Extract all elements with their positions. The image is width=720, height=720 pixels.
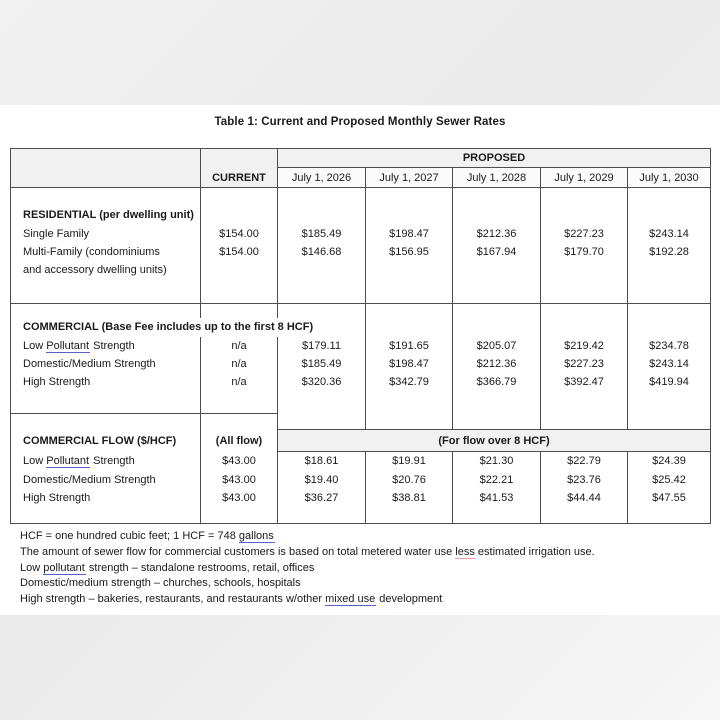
commercial-low-row xyxy=(11,337,711,355)
residential-heading-row xyxy=(11,206,711,225)
value-cell: $192.28 xyxy=(628,243,711,261)
value-cell: $156.95 xyxy=(366,243,453,261)
footnote-sewer-flow: The amount of sewer flow for commercial customers is based on total metered water use less estimated irrigation use. xyxy=(20,545,595,558)
footnotes xyxy=(20,529,720,608)
flow-over-8-band: (For flow over 8 HCF) xyxy=(278,430,711,452)
grammar-underline-mark: gallons xyxy=(238,530,274,542)
value-cell: $366.79 xyxy=(453,373,541,392)
value-cell: $41.53 xyxy=(453,489,541,507)
value-cell: $243.14 xyxy=(628,355,711,373)
spacer-row xyxy=(11,507,711,524)
section-heading: RESIDENTIAL (per dwelling unit) xyxy=(11,206,201,225)
value-cell: $146.68 xyxy=(278,243,366,261)
value-cell: $185.49 xyxy=(278,355,366,373)
row-label: Domestic/Medium Strength xyxy=(11,471,201,489)
value-cell: $219.42 xyxy=(541,337,628,355)
value-cell: $227.23 xyxy=(541,225,628,243)
flow-divider-row xyxy=(11,414,711,430)
footnote-hcf-definition: HCF = one hundred cubic feet; 1 HCF = 748 gallons xyxy=(20,530,274,542)
value-cell: $22.21 xyxy=(453,471,541,489)
value-cell: $227.23 xyxy=(541,355,628,373)
flow-heading-row xyxy=(11,430,711,452)
grammar-underline-mark: pollutant xyxy=(43,561,85,574)
value-cell: $25.42 xyxy=(628,471,711,489)
value-cell: $212.36 xyxy=(453,225,541,243)
current-value-cell: n/a xyxy=(201,337,278,355)
row-label: High Strength xyxy=(11,373,201,392)
row-label: Domestic/Medium Strength xyxy=(11,355,201,373)
document-page xyxy=(0,105,720,615)
flow-low-row xyxy=(11,452,711,471)
row-label: High Strength xyxy=(11,489,201,507)
section-divider-row xyxy=(11,304,711,318)
flow-domestic-row xyxy=(11,471,711,489)
current-value-cell: $43.00 xyxy=(201,452,278,471)
row-label: Low Pollutant Strength xyxy=(11,337,201,355)
value-cell: $21.30 xyxy=(453,452,541,471)
section-heading: COMMERCIAL FLOW ($/HCF) xyxy=(11,430,201,452)
value-cell: $36.27 xyxy=(278,489,366,507)
commercial-high-row xyxy=(11,373,711,392)
value-cell: $22.79 xyxy=(541,452,628,471)
value-cell: $198.47 xyxy=(366,355,453,373)
date-header-cell: July 1, 2028 xyxy=(453,168,541,188)
value-cell: $342.79 xyxy=(366,373,453,392)
value-cell: $320.36 xyxy=(278,373,366,392)
row-label-continued: and accessory dwelling units) xyxy=(11,261,201,279)
footnote-high-strength: High strength – bakeries, restaurants, and restaurants w/other mixed use development xyxy=(20,593,443,606)
row-label: Single Family xyxy=(11,225,201,243)
date-header-cell: July 1, 2026 xyxy=(278,168,366,188)
value-cell: $419.94 xyxy=(628,373,711,392)
current-value-cell: n/a xyxy=(201,373,278,392)
current-value-cell: $43.00 xyxy=(201,471,278,489)
multi-family-row-wrap xyxy=(11,261,711,279)
sewer-rates-table xyxy=(10,148,711,524)
value-cell: $205.07 xyxy=(453,337,541,355)
value-cell: $234.78 xyxy=(628,337,711,355)
table-title: Table 1: Current and Proposed Monthly Sewer Rates xyxy=(214,116,506,128)
all-flow-cell: (All flow) xyxy=(201,430,278,452)
current-value-cell: $43.00 xyxy=(201,489,278,507)
row-label: Multi-Family (condominiums xyxy=(11,243,201,261)
date-header-cell: July 1, 2030 xyxy=(628,168,711,188)
value-cell: $179.11 xyxy=(278,337,366,355)
spell-underline-mark: less xyxy=(455,545,475,558)
value-cell: $19.40 xyxy=(278,471,366,489)
value-cell: $47.55 xyxy=(628,489,711,507)
spacer-row xyxy=(11,188,711,206)
date-header-cell: July 1, 2027 xyxy=(366,168,453,188)
value-cell: $23.76 xyxy=(541,471,628,489)
value-cell: $179.70 xyxy=(541,243,628,261)
value-cell: $24.39 xyxy=(628,452,711,471)
value-cell: $392.47 xyxy=(541,373,628,392)
grammar-underline-mark: mixed use xyxy=(325,593,376,606)
date-header-cell: July 1, 2029 xyxy=(541,168,628,188)
value-cell: $38.81 xyxy=(366,489,453,507)
header-row-proposed xyxy=(11,149,711,168)
current-value-cell: n/a xyxy=(201,355,278,373)
value-cell: $191.65 xyxy=(366,337,453,355)
value-cell: $167.94 xyxy=(453,243,541,261)
value-cell: $20.76 xyxy=(366,471,453,489)
current-value-cell: $154.00 xyxy=(201,243,278,261)
footnote-domestic-medium: Domestic/medium strength – churches, schools, hospitals xyxy=(20,577,301,590)
section-heading: COMMERCIAL (Base Fee includes up to the first 8 HCF) xyxy=(11,318,366,337)
current-header-cell: CURRENT xyxy=(201,149,278,188)
spacer-row xyxy=(11,392,711,414)
grammar-underline-mark: Pollutant xyxy=(46,455,90,467)
spacer-row xyxy=(11,279,711,304)
value-cell: $18.61 xyxy=(278,452,366,471)
grammar-underline-mark: Pollutant xyxy=(46,339,90,352)
flow-high-row xyxy=(11,489,711,507)
value-cell: $212.36 xyxy=(453,355,541,373)
footnote-low-pollutant: Low pollutant strength – standalone restrooms, retail, offices xyxy=(20,561,315,574)
row-label: Low Pollutant Strength xyxy=(11,452,201,471)
current-value-cell: $154.00 xyxy=(201,225,278,243)
value-cell: $243.14 xyxy=(628,225,711,243)
value-cell: $44.44 xyxy=(541,489,628,507)
value-cell: $198.47 xyxy=(366,225,453,243)
value-cell: $19.91 xyxy=(366,452,453,471)
value-cell: $185.49 xyxy=(278,225,366,243)
single-family-row xyxy=(11,225,711,243)
commercial-domestic-row xyxy=(11,355,711,373)
multi-family-row xyxy=(11,243,711,261)
commercial-heading-row xyxy=(11,318,711,337)
proposed-header-cell: PROPOSED xyxy=(278,149,711,168)
corner-cell xyxy=(11,149,201,188)
